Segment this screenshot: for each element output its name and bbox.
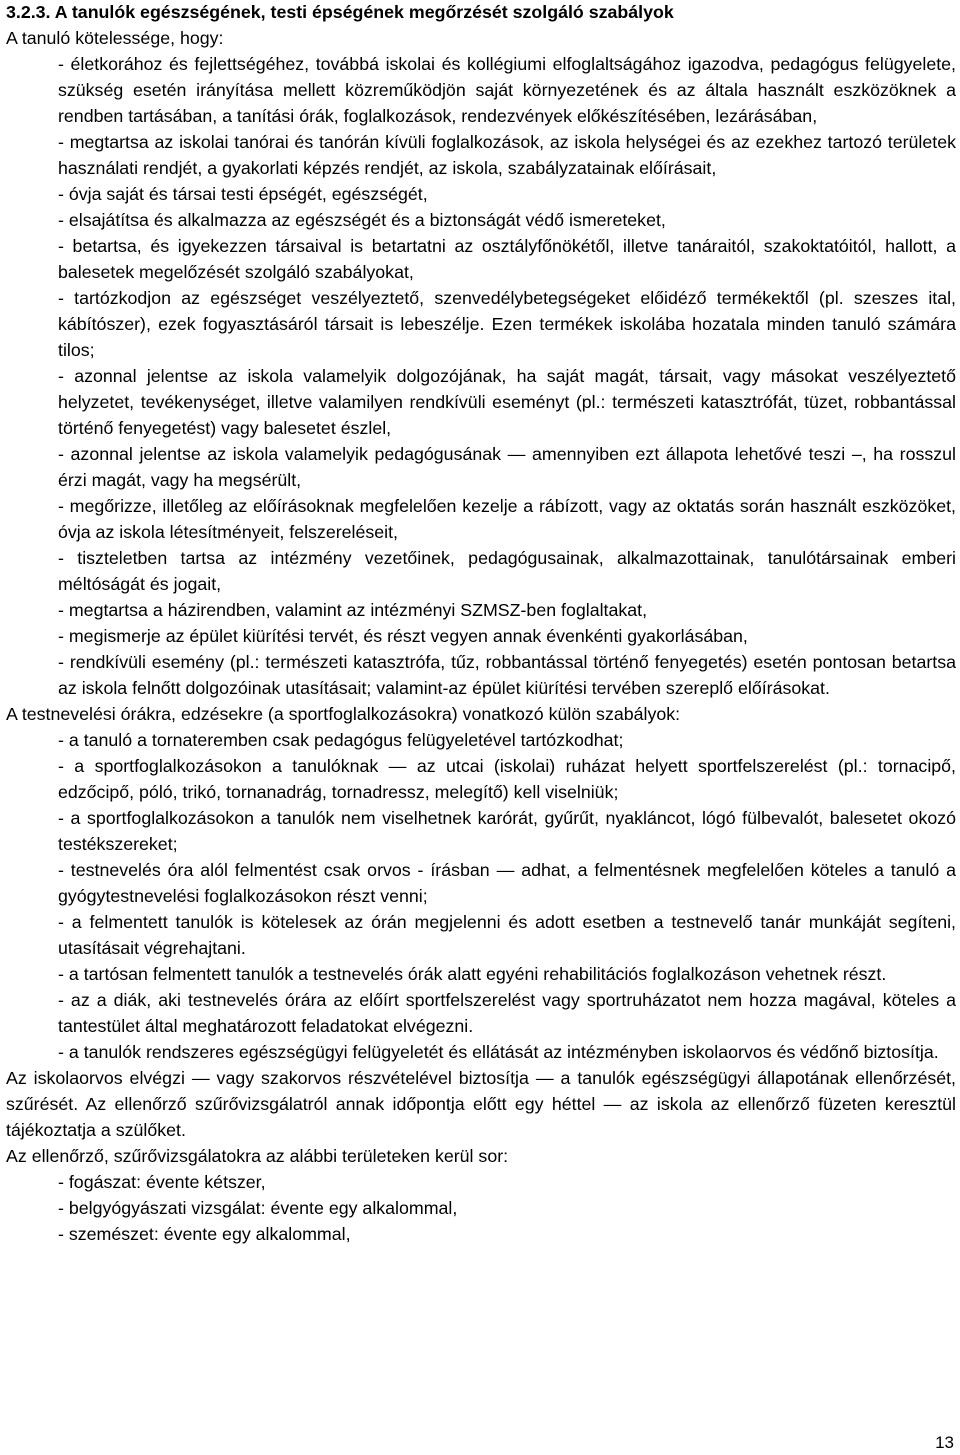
list-item: - a tanulók rendszeres egészségügyi felügyeletét és ellátását az intézményben iskolaorvos és védőnő biztosítja. bbox=[58, 1042, 939, 1062]
list-item: - szemészet: évente egy alkalommal, bbox=[58, 1224, 351, 1244]
duties-list bbox=[6, 51, 956, 701]
list-item: - az a diák, aki testnevelés órára az előírt sportfelszerelést vagy sportruházatot nem hozza magával, köteles a tantestület által meghatározott feladatokat elvégezni. bbox=[58, 990, 956, 1036]
list-item: - megtartsa az iskolai tanórai és tanórán kívüli foglalkozások, az iskola helységei és az ezekhez tartozó területek használati rendjét, a gyakorlati képzés rendjét, az iskola, szabályzatainak előírásait, bbox=[58, 132, 956, 178]
page-number: 13 bbox=[935, 1433, 954, 1452]
list-item: - belgyógyászati vizsgálat: évente egy alkalommal, bbox=[58, 1198, 458, 1218]
list-item: - tartózkodjon az egészséget veszélyeztető, szenvedélybetegségeket előidéző termékektől (pl. szeszes ital, kábítószer), ezek fogyasztásáról társait is lebeszélje. Ezen termékek iskolába hozatala minden tanuló számára tilos; bbox=[58, 288, 956, 360]
list-item: - tiszteletben tartsa az intézmény vezetőinek, pedagógusainak, alkalmazottainak, tanulótársainak emberi méltóságát és jogait, bbox=[58, 548, 956, 594]
list-item: - fogászat: évente kétszer, bbox=[58, 1172, 266, 1192]
section-heading: 3.2.3. A tanulók egészségének, testi épségének megőrzését szolgáló szabályok bbox=[6, 2, 674, 22]
list-item: - megőrizze, illetőleg az előírásoknak megfelelően kezelje a rábízott, vagy az oktatás során használt eszközöket, óvja az iskola létesítményeit, felszereléseit, bbox=[58, 496, 956, 542]
duties-intro: A tanuló kötelessége, hogy: bbox=[6, 28, 224, 48]
list-item: - a felmentett tanulók is kötelesek az órán megjelenni és adott esetben a testnevelő tanár munkáját segíteni, utasításait végrehajtani. bbox=[58, 912, 956, 958]
list-item: - rendkívüli esemény (pl.: természeti katasztrófa, tűz, robbantással történő fenyegetés) esetén pontosan betartsa az iskola felnőtt dolgozóinak utasításait; valamint-az épület kiürítési tervében szereplő előírásokat. bbox=[58, 652, 956, 698]
pe-rules-intro: A testnevelési órákra, edzésekre (a sportfoglalkozásokra) vonatkozó külön szabályok: bbox=[6, 704, 681, 724]
list-item: - a sportfoglalkozásokon a tanulóknak — az utcai (iskolai) ruházat helyett sportfelszerelést (pl.: tornacipő, edzőcipő, póló, trikó, tornanadrág, tornadressz, melegítő) kell viselniük; bbox=[58, 756, 956, 802]
school-doctor-paragraph: Az iskolaorvos elvégzi — vagy szakorvos részvételével biztosítja — a tanulók egészségügyi állapotának ellenőrzését, szűrését. Az ellenőrző szűrővizsgálatról annak időpontja előtt egy héttel — az iskola az ellenőrző füzeten keresztül tájékoztatja a szülőket. bbox=[6, 1068, 956, 1140]
list-item: - életkorához és fejlettségéhez, továbbá iskolai és kollégiumi elfoglaltságához igazodva, pedagógus felügyelete, szükség esetén irányítása mellett közreműködjön saját környezetének és az általa használt eszközöknek a rendben tartásában, a tanítási órák, foglalkozások, rendezvények előkészítésében, lezárásában, bbox=[58, 54, 956, 126]
list-item: - azonnal jelentse az iskola valamelyik dolgozójának, ha saját magát, társait, vagy másokat veszélyeztető helyzetet, tevékenységet, illetve valamilyen rendkívüli eseményt (pl.: természeti katasztrófát, tüzet, robbantással történő fenyegetést) vagy balesetet észlel, bbox=[58, 366, 956, 438]
list-item: - óvja saját és társai testi épségét, egészségét, bbox=[58, 184, 428, 204]
list-item: - a tanuló a tornateremben csak pedagógus felügyeletével tartózkodhat; bbox=[58, 730, 624, 750]
list-item: - megtartsa a házirendben, valamint az intézményi SZMSZ-ben foglaltakat, bbox=[58, 600, 648, 620]
list-item: - megismerje az épület kiürítési tervét, és részt vegyen annak évenkénti gyakorlásában, bbox=[58, 626, 748, 646]
screening-intro: Az ellenőrző, szűrővizsgálatokra az alábbi területeken kerül sor: bbox=[6, 1146, 509, 1166]
screening-list bbox=[6, 1169, 956, 1247]
list-item: - testnevelés óra alól felmentést csak orvos - írásban — adhat, a felmentésnek megfelelően köteles a tanuló a gyógytestnevelési foglalkozásokon részt venni; bbox=[58, 860, 956, 906]
list-item: - a tartósan felmentett tanulók a testnevelés órák alatt egyéni rehabilitációs foglalkozáson vehetnek részt. bbox=[58, 964, 887, 984]
pe-rules-list bbox=[6, 727, 956, 1065]
list-item: - azonnal jelentse az iskola valamelyik pedagógusának — amennyiben ezt állapota lehetővé teszi –, ha rosszul érzi magát, vagy ha megsérült, bbox=[58, 444, 956, 490]
list-item: - elsajátítsa és alkalmazza az egészségét és a biztonságát védő ismereteket, bbox=[58, 210, 666, 230]
list-item: - betartsa, és igyekezzen társaival is betartatni az osztályfőnökétől, illetve tanáraitól, szakoktatóitól, hallott, a balesetek megelőzését szolgáló szabályokat, bbox=[58, 236, 956, 282]
list-item: - a sportfoglalkozásokon a tanulók nem viselhetnek karórát, gyűrűt, nyakláncot, lógó fülbevalót, balesetet okozó testékszereket; bbox=[58, 808, 956, 854]
document-page bbox=[6, 0, 956, 1247]
